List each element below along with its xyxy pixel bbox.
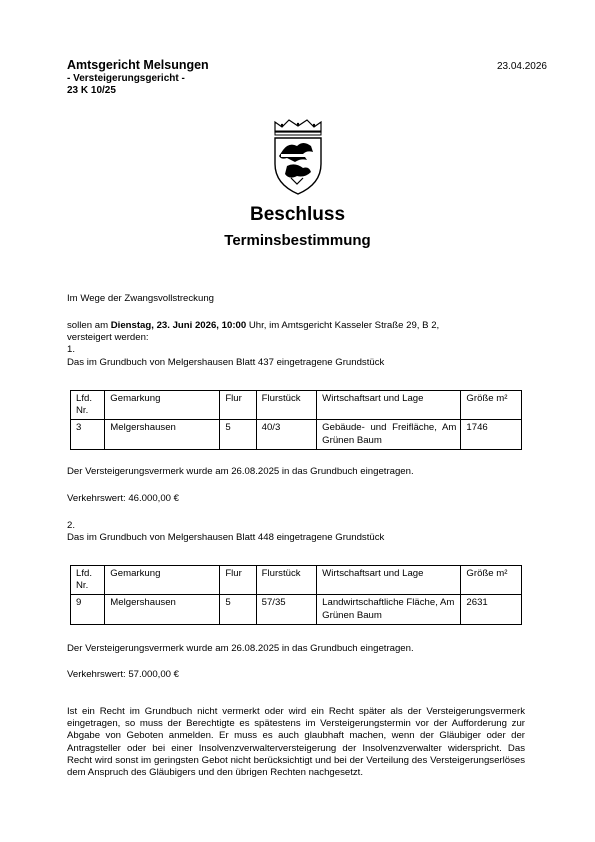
- table-cell: Melgershausen: [105, 420, 220, 449]
- table-cell: Landwirtschaftliche Fläche, Am Grünen Baum: [317, 595, 461, 624]
- plot-description: Das im Grundbuch von Melgershausen Blatt 437 eingetragene Grundstück: [67, 356, 385, 368]
- header-cell: Gemarkung: [105, 566, 220, 595]
- table-cell: 2631: [461, 595, 522, 624]
- auction-prefix: sollen am: [67, 320, 111, 331]
- table-cell: Gebäude- und Freifläche, Am Grünen Baum: [317, 420, 461, 449]
- table-header-row: [71, 391, 522, 420]
- intro-text: Im Wege der Zwangsvollstreckung: [67, 293, 214, 304]
- coat-of-arms-icon: [267, 118, 329, 196]
- header-cell: Lfd. Nr.: [71, 566, 105, 595]
- court-name: Amtsgericht Melsungen: [67, 58, 209, 72]
- closing-paragraph: Ist ein Recht im Grundbuch nicht vermerkt oder wird ein Recht später als der Versteigerungsvermerk eingetragen, so muss der Berechtigte es spätestens im Versteigerungstermin vor der Aufforderung zur Abgabe von Geboten anmelden. Er muss es auch glaubhaft machen, wenn der Gläubiger oder der Antragsteller oder bei einer Insolvenzverwalterversteigerung der Insolvenzverwalter widerspricht. Das Recht wird sonst im geringsten Gebot nicht berücksichtigt und bei der Verteilung des Versteigerungserlöses dem Anspruch des Gläubigers und den übrigen Rechten nachgesetzt.: [67, 706, 525, 779]
- table-cell: 3: [71, 420, 105, 449]
- header-cell: Flur: [220, 391, 256, 420]
- table-cell: 5: [220, 595, 256, 624]
- plot-number: 2.: [67, 520, 76, 531]
- file-number: 23 K 10/25: [67, 85, 116, 96]
- auction-datetime: Dienstag, 23. Juni 2026, 10:00: [110, 320, 247, 331]
- table-row: [71, 420, 522, 449]
- header-cell: Flurstück: [256, 566, 317, 595]
- table-cell: 57/35: [256, 595, 317, 624]
- auction-suffix: Uhr, im Amtsgericht Kasseler Straße 29, B 2,: [246, 320, 440, 331]
- table-cell: Melgershausen: [105, 595, 220, 624]
- plot-description: Das im Grundbuch von Melgershausen Blatt 448 eingetragene Grundstück: [67, 532, 385, 544]
- document-title: Beschluss: [249, 204, 346, 225]
- header-cell: Größe m²: [461, 391, 522, 420]
- court-header: [67, 58, 367, 97]
- table-cell: 9: [71, 595, 105, 624]
- header-cell: Flurstück: [256, 391, 317, 420]
- header-cell: Wirtschaftsart und Lage: [317, 566, 461, 595]
- header-cell: Gemarkung: [105, 391, 220, 420]
- plot-value: Verkehrswert: 57.000,00 €: [67, 669, 179, 680]
- plot-table: [70, 565, 522, 625]
- document-subtitle: Terminsbestimmung: [224, 232, 371, 249]
- header-cell: Größe m²: [461, 566, 522, 595]
- table-row: [71, 595, 522, 624]
- header-cell: Flur: [220, 566, 256, 595]
- court-department: - Versteigerungsgericht -: [67, 73, 185, 84]
- plot-note: Der Versteigerungsvermerk wurde am 26.08.2025 in das Grundbuch eingetragen.: [67, 643, 414, 654]
- table-cell: 5: [220, 420, 256, 449]
- auction-line2: versteigert werden:: [67, 332, 149, 344]
- plot-number: 1.: [67, 344, 76, 356]
- table-cell: 40/3: [256, 420, 317, 449]
- document-date: 23.04.2026: [496, 61, 547, 72]
- plot-value: Verkehrswert: 46.000,00 €: [67, 493, 179, 504]
- header-cell: Lfd. Nr.: [71, 391, 105, 420]
- plot-2-heading: [67, 520, 537, 544]
- plot-table: [70, 390, 522, 450]
- header-cell: Wirtschaftsart und Lage: [317, 391, 461, 420]
- table-cell: 1746: [461, 420, 522, 449]
- plot-note: Der Versteigerungsvermerk wurde am 26.08.2025 in das Grundbuch eingetragen.: [67, 466, 414, 477]
- auction-paragraph: [67, 320, 537, 369]
- table-header-row: [71, 566, 522, 595]
